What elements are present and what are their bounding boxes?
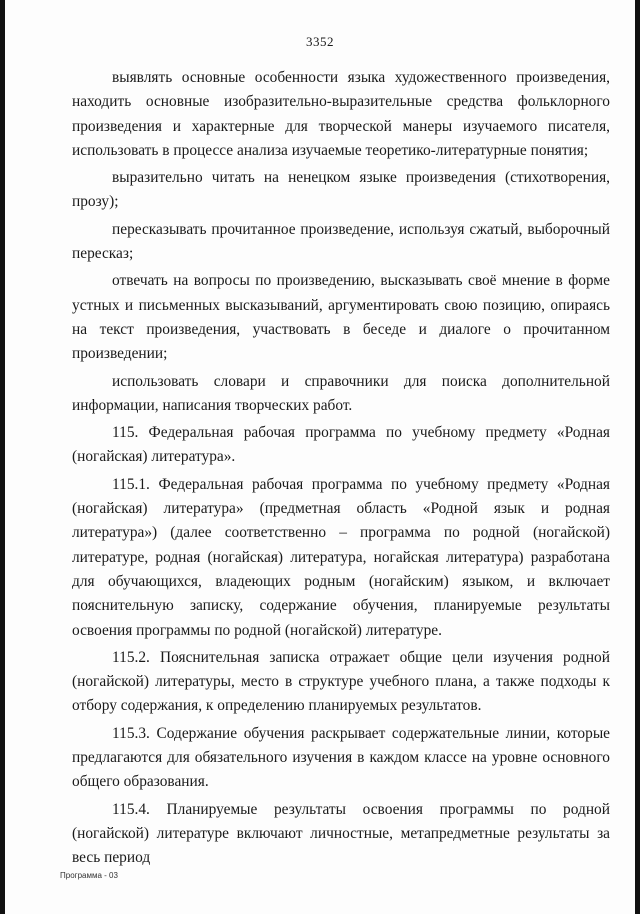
section-115-heading: 115. Федеральная рабочая программа по учебному предмету «Родная (ногайская) литература». — [72, 424, 610, 466]
section-115-3: 115.3. Содержание обучения раскрывает содержательные линии, которые предлагаются для обязательного изучения в каждом классе на уровне основного общего образования. — [72, 724, 610, 791]
paragraph-1: выявлять основные особенности языка художественного произведения, находить основные изобразительно-выразительные средства фольклорного произведения и характерные для творческой манеры изучаемого писателя, использовать в процессе анализа изучаемые теоретико-литературные понятия; — [72, 69, 610, 159]
paragraph-2: выразительно читать на ненецком языке произведения (стихотворения, прозу); — [72, 169, 610, 211]
section-115-4: 115.4. Планируемые результаты освоения программы по родной (ногайской) литературе включают личностные, метапредметные результаты за весь период — [72, 800, 610, 867]
paragraph-3: пересказывать прочитанное произведение, используя сжатый, выборочный пересказ; — [72, 220, 610, 263]
scan-left-edge — [0, 0, 5, 914]
page-number: 3352 — [306, 34, 334, 49]
paragraph-5: использовать словари и справочники для поиска дополнительной информации, написания творческих работ. — [72, 372, 610, 414]
section-115-1: 115.1. Федеральная рабочая программа по учебному предмету «Родная (ногайская) литература» (предметная область «Родной язык и родная литература») (далее соответственно – программа по родной (ногайской) литературе, родная (ногайская) литература, ногайская литература) разработана для обучающихся, владеющих родным (ногайским) языком, и включает пояснительную записку, содержание обучения, планируемые результаты освоения программы по родной (ногайской) литературе. — [72, 475, 610, 639]
section-115-2: 115.2. Пояснительная записка отражает общие цели изучения родной (ногайской) литературы, место в структуре учебного плана, а также подходы к отбору содержания, к определению планируемых результатов. — [72, 648, 610, 715]
scan-right-edge — [635, 0, 640, 914]
footer-label: Программа - 03 — [60, 871, 118, 880]
paragraph-4: отвечать на вопросы по произведению, высказывать своё мнение в форме устных и письменных высказываний, аргументировать свою позицию, опираясь на текст произведения, участвовать в беседе и диалоге о прочитанном произведении; — [72, 272, 610, 363]
body-text — [72, 66, 610, 871]
